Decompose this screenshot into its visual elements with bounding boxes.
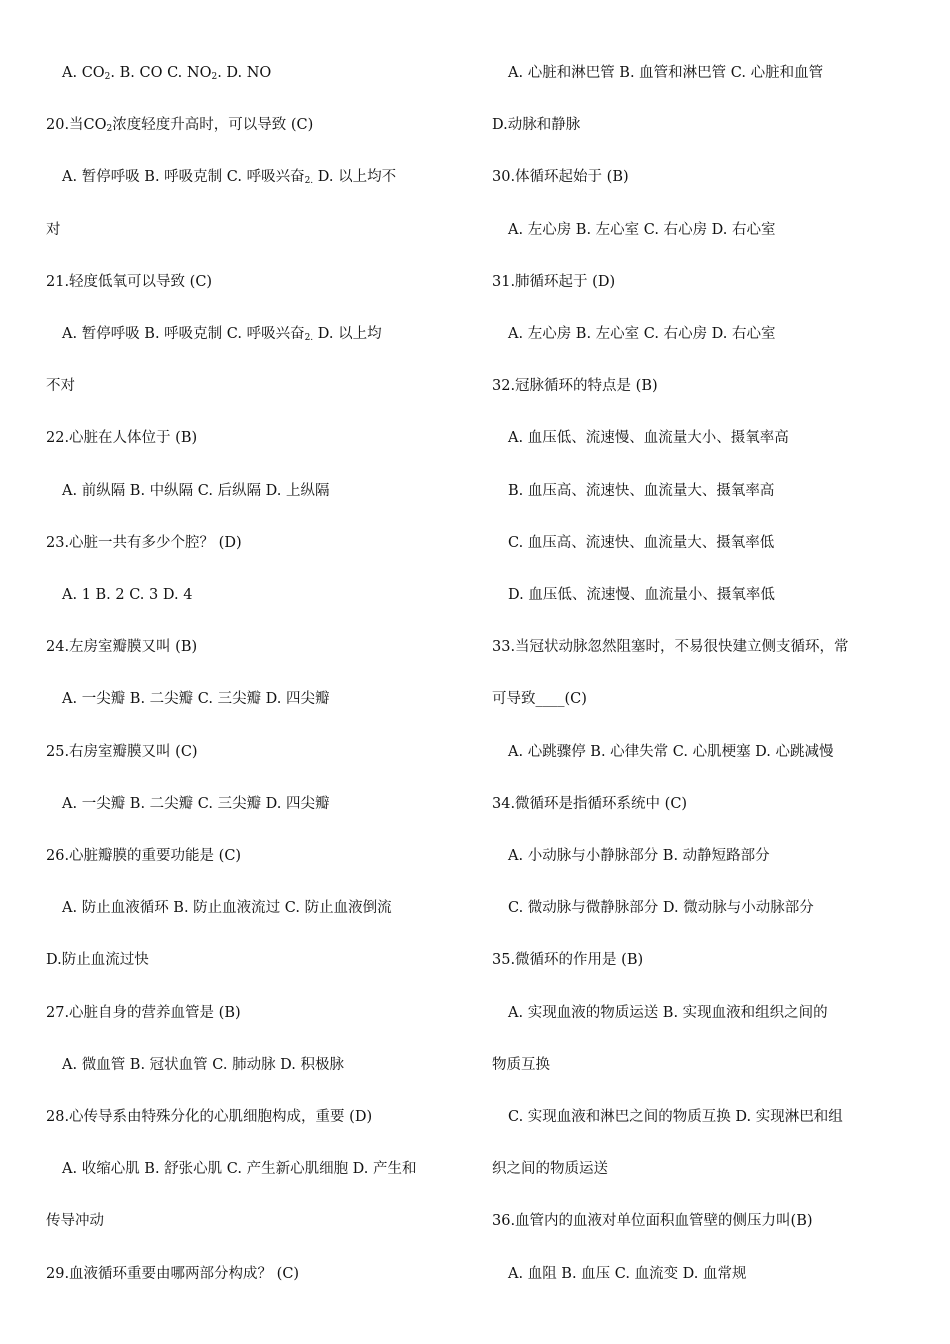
line-text: 35.微循环的作用是 (B): [492, 952, 644, 968]
line-text: A. 一尖瓣 B. 二尖瓣 C. 三尖瓣 D. 四尖瓣: [62, 796, 330, 812]
text-line: [492, 272, 615, 292]
line-text: 33.当冠状动脉忽然阻塞时，不易很快建立侧支循环，常: [492, 639, 849, 655]
subscript-text: 2: [104, 72, 111, 82]
text-line: [492, 950, 643, 970]
text-line: [508, 324, 776, 344]
line-text: D. 以上均不: [313, 169, 397, 185]
text-line: [508, 846, 770, 866]
line-text: A. 微血管 B. 冠状血管 C. 肺动脉 D. 积极脉: [62, 1057, 345, 1073]
text-line: [62, 898, 392, 918]
line-text: A. 暂停呼吸 B. 呼吸克制 C. 呼吸兴奋: [62, 169, 305, 185]
line-text: 31.肺循环起于 (D): [492, 274, 616, 290]
line-text: 织之间的物质运送: [492, 1161, 608, 1177]
text-line: [508, 1107, 843, 1127]
line-text: A. 血压低、流速慢、血流量大小、摄氧率高: [508, 430, 789, 446]
line-text: 物质互换: [492, 1057, 550, 1073]
text-line: [62, 1159, 417, 1179]
text-line: [508, 481, 774, 501]
subscript-text: 2: [106, 124, 113, 134]
line-text: A. 血阻 B. 血压 C. 血流变 D. 血常规: [508, 1266, 747, 1282]
line-text: A. 收缩心肌 B. 舒张心肌 C. 产生新心肌细胞 D. 产生和: [62, 1161, 417, 1177]
line-text: A. CO: [62, 65, 105, 81]
text-line: [508, 428, 789, 448]
line-text: D. 血压低、流速慢、血流量小、摄氧率低: [508, 587, 775, 603]
line-text: A. 小动脉与小静脉部分 B. 动静短路部分: [508, 848, 770, 864]
line-text: A. 左心房 B. 左心室 C. 右心房 D. 右心室: [508, 222, 776, 238]
line-text: 27.心脏自身的营养血管是 (B): [46, 1005, 241, 1021]
line-text: D.动脉和静脉: [492, 117, 581, 133]
line-text: C. 血压高、流速快、血流量大、摄氧率低: [508, 535, 775, 551]
text-line: [492, 1211, 813, 1231]
text-line: [508, 1003, 828, 1023]
line-text: D. NO: [221, 65, 272, 81]
text-line: [46, 376, 75, 396]
line-text: 21.轻度低氧可以导致 (C): [46, 274, 213, 290]
line-text: 30.体循环起始于 (B): [492, 169, 629, 185]
line-text: A. 防止血液循环 B. 防止血液流过 C. 防止血液倒流: [62, 900, 392, 916]
text-line: [492, 1159, 608, 1179]
subscript-text: 2: [211, 72, 218, 82]
line-text: 可导致____(C): [492, 691, 587, 707]
line-text: 23.心脏一共有多少个腔？ (D): [46, 535, 242, 551]
text-line: [46, 272, 212, 292]
text-line: [508, 1264, 747, 1284]
text-line: [62, 689, 330, 709]
line-text: 浓度轻度升高时，可以导致 (C): [112, 117, 314, 133]
line-text: 29.血液循环重要由哪两部分构成？ (C): [46, 1266, 300, 1282]
text-line: [492, 637, 849, 657]
text-line: [508, 533, 774, 553]
line-text: C. 微动脉与微静脉部分 D. 微动脉与小动脉部分: [508, 900, 814, 916]
subscript-text: 2.: [304, 176, 314, 186]
line-text: A. 心脏和淋巴管 B. 血管和淋巴管 C. 心脏和血管: [508, 65, 824, 81]
text-line: [508, 220, 776, 240]
line-text: 34.微循环是指循环系统中 (C): [492, 796, 688, 812]
line-text: B. CO C. NO: [115, 65, 212, 81]
text-line: [62, 794, 330, 814]
subscript-text: 2.: [304, 333, 314, 343]
text-line: [492, 115, 580, 135]
line-text: 32.冠脉循环的特点是 (B): [492, 378, 658, 394]
line-text: C. 实现血液和淋巴之间的物质互换 D. 实现淋巴和组: [508, 1109, 843, 1125]
text-line: [492, 167, 629, 187]
text-line: [46, 1211, 104, 1231]
text-line: [46, 533, 242, 553]
line-text: 不对: [46, 378, 75, 394]
text-line: [46, 428, 197, 448]
text-line: [62, 324, 382, 344]
line-text: A. 心跳骤停 B. 心律失常 C. 心肌梗塞 D. 心跳减慢: [508, 744, 834, 760]
text-line: [62, 481, 330, 501]
line-text: 26.心脏瓣膜的重要功能是 (C): [46, 848, 242, 864]
text-line: [492, 794, 687, 814]
text-line: [46, 846, 241, 866]
text-line: [62, 585, 192, 605]
text-line: [46, 637, 197, 657]
text-line: [492, 689, 587, 709]
line-text: 36.血管内的血液对单位面积血管壁的侧压力叫(B): [492, 1213, 813, 1229]
line-text: A. 实现血液的物质运送 B. 实现血液和组织之间的: [508, 1005, 828, 1021]
line-text: 传导冲动: [46, 1213, 104, 1229]
line-text: .: [110, 65, 116, 81]
text-line: [46, 742, 198, 762]
text-line: [46, 1264, 299, 1284]
text-line: [62, 1055, 344, 1075]
line-text: D. 以上均: [313, 326, 382, 342]
text-line: [46, 1003, 241, 1023]
line-text: A. 一尖瓣 B. 二尖瓣 C. 三尖瓣 D. 四尖瓣: [62, 691, 330, 707]
line-text: D.防止血流过快: [46, 952, 149, 968]
line-text: 28.心传导系由特殊分化的心肌细胞构成，重要 (D): [46, 1109, 373, 1125]
line-text: 22.心脏在人体位于 (B): [46, 430, 198, 446]
text-line: [508, 63, 823, 83]
line-text: A. 暂停呼吸 B. 呼吸克制 C. 呼吸兴奋: [62, 326, 305, 342]
line-text: 20.当CO: [46, 117, 107, 133]
text-line: [508, 898, 814, 918]
text-line: [46, 950, 149, 970]
line-text: 对: [46, 222, 61, 238]
text-line: [492, 1055, 550, 1075]
text-line: [46, 115, 313, 135]
text-line: [508, 742, 834, 762]
line-text: B. 血压高、流速快、血流量大、摄氧率高: [508, 483, 775, 499]
text-line: [508, 585, 775, 605]
line-text: 25.右房室瓣膜又叫 (C): [46, 744, 198, 760]
text-line: [492, 376, 658, 396]
line-text: A. 1 B. 2 C. 3 D. 4: [62, 587, 193, 603]
line-text: 24.左房室瓣膜又叫 (B): [46, 639, 198, 655]
text-line: [62, 167, 396, 187]
line-text: A. 前纵隔 B. 中纵隔 C. 后纵隔 D. 上纵隔: [62, 483, 330, 499]
line-text: A. 左心房 B. 左心室 C. 右心房 D. 右心室: [508, 326, 776, 342]
text-line: [62, 63, 271, 83]
text-line: [46, 220, 61, 240]
text-line: [46, 1107, 372, 1127]
line-text: .: [217, 65, 222, 81]
